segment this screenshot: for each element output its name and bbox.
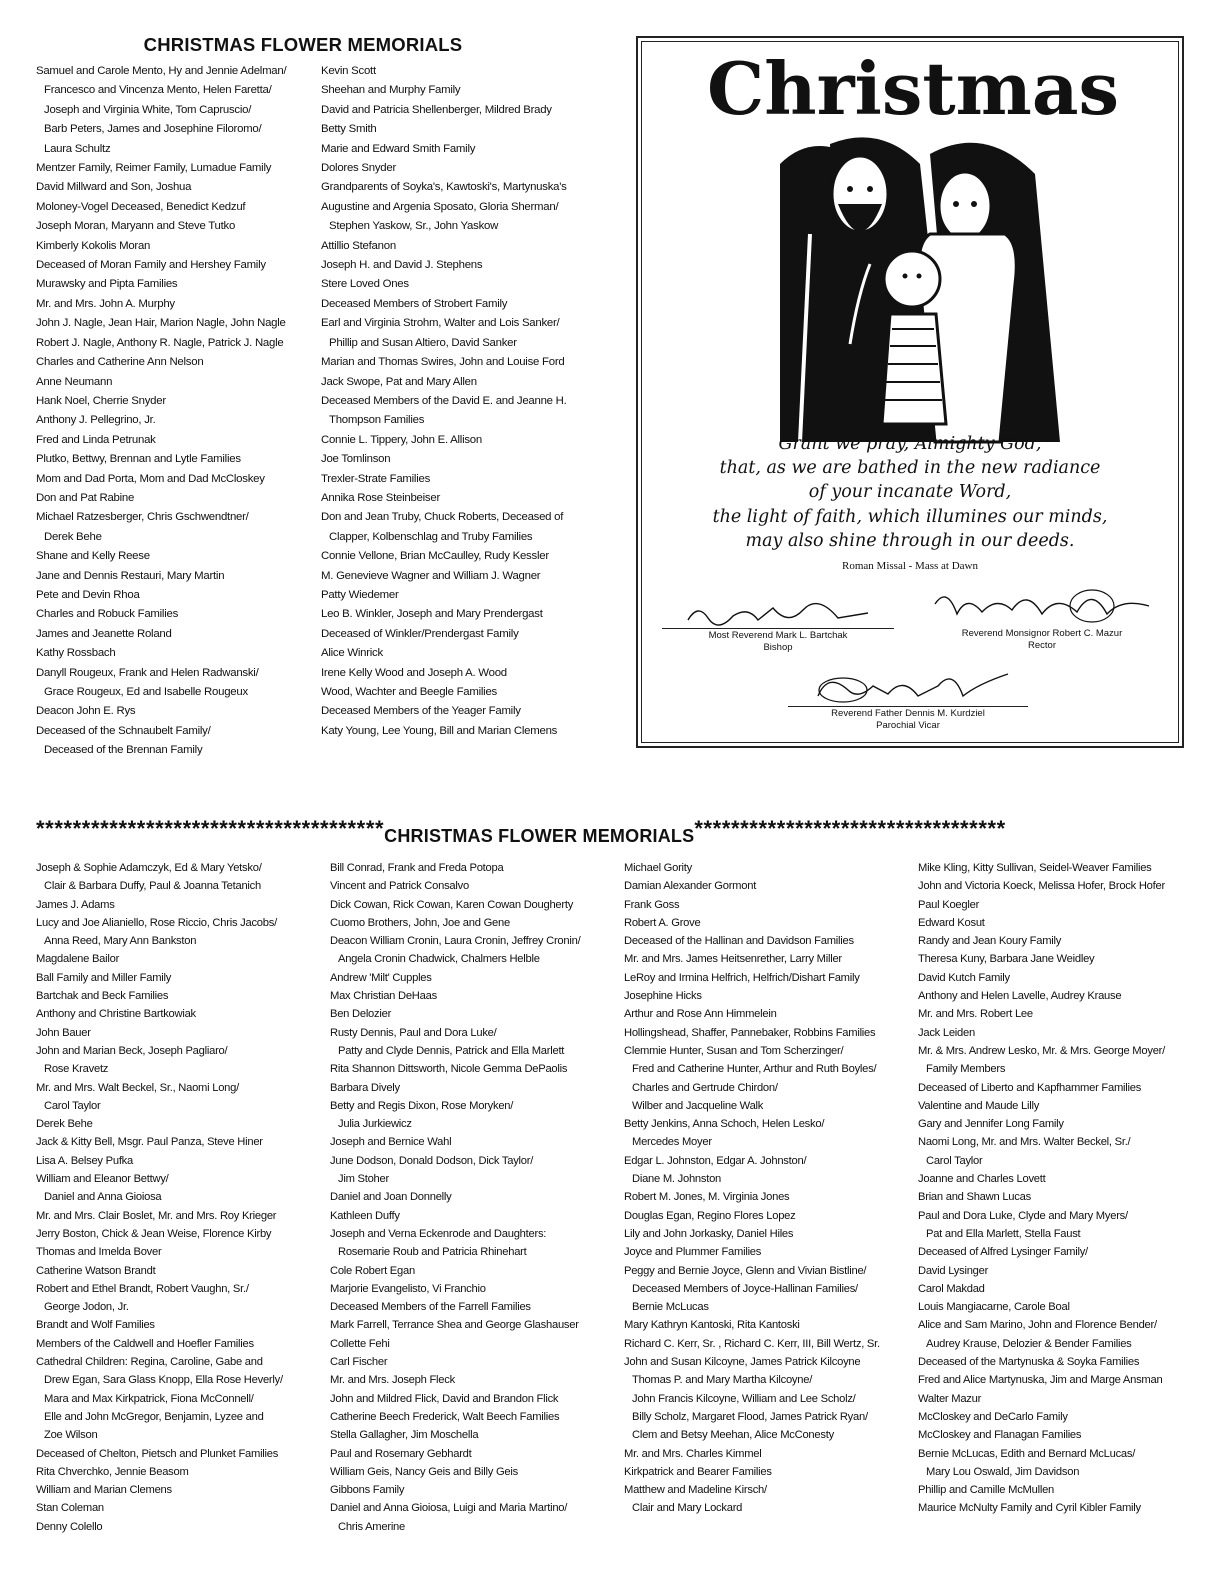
memorial-entry: Valentine and Maude Lilly bbox=[918, 1099, 1040, 1112]
memorial-entry: Mr. and Mrs. John A. Murphy bbox=[36, 297, 175, 310]
signature-name: Most Reverend Mark L. Bartchak bbox=[708, 630, 848, 641]
memorial-entry: Carol Makdad bbox=[918, 1282, 985, 1295]
memorial-entry: Phillip and Camille McMullen bbox=[918, 1484, 1055, 1497]
memorial-entry: Anne Neumann bbox=[36, 375, 113, 388]
memorial-entry: Thomas and Imelda Bover bbox=[36, 1246, 162, 1259]
memorial-entry: Joanne and Charles Lovett bbox=[918, 1173, 1046, 1186]
memorial-entry: Vincent and Patrick Consalvo bbox=[330, 880, 469, 893]
memorial-entry: Kathleen Duffy bbox=[330, 1209, 400, 1222]
memorial-entry: Deceased of Chelton, Pietsch and Plunket Families bbox=[36, 1447, 279, 1460]
memorial-entry: William Geis, Nancy Geis and Billy Geis bbox=[330, 1465, 518, 1478]
memorial-entry: Angela Cronin Chadwick, Chalmers Helble bbox=[338, 953, 540, 966]
memorial-entry: Zoe Wilson bbox=[44, 1429, 98, 1442]
memorial-entry: Stephen Yaskow, Sr., John Yaskow bbox=[329, 220, 499, 233]
memorial-entry: Robert M. Jones, M. Virginia Jones bbox=[624, 1191, 790, 1204]
memorial-entry: Mr. & Mrs. Andrew Lesko, Mr. & Mrs. George Moyer/ bbox=[918, 1044, 1165, 1057]
memorial-entry: Dolores Snyder bbox=[321, 162, 397, 175]
memorial-entry: Damian Alexander Gormont bbox=[624, 880, 757, 893]
memorial-entry: Daniel and Joan Donnelly bbox=[330, 1191, 452, 1204]
memorial-entry: Theresa Kuny, Barbara Jane Weidley bbox=[918, 953, 1095, 966]
memorial-entry: Samuel and Carole Mento, Hy and Jennie Adelman/ bbox=[36, 65, 287, 77]
memorial-entry: Jack Swope, Pat and Mary Allen bbox=[321, 375, 477, 388]
memorial-entry: Anthony and Christine Bartkowiak bbox=[36, 1008, 196, 1021]
memorial-entry: Hollingshead, Shaffer, Pannebaker, Robbins Families bbox=[624, 1026, 876, 1039]
memorial-entry: Marjorie Evangelisto, Vi Franchio bbox=[330, 1282, 486, 1295]
memorial-entry: Deceased of Alfred Lysinger Family/ bbox=[918, 1246, 1088, 1259]
memorial-entry: Deceased of the Schnaubelt Family/ bbox=[36, 724, 211, 737]
memorial-entry: Dick Cowan, Rick Cowan, Karen Cowan Dougherty bbox=[330, 898, 574, 911]
signature-name: Reverend Monsignor Robert C. Mazur bbox=[961, 628, 1123, 639]
memorial-entry: Cuomo Brothers, John, Joe and Gene bbox=[330, 916, 510, 929]
memorial-entry: Magdalene Bailor bbox=[36, 953, 120, 966]
memorial-entry: Deceased of the Brennan Family bbox=[44, 744, 203, 757]
memorial-entry: Jerry Boston, Chick & Jean Weise, Florence Kirby bbox=[36, 1227, 272, 1240]
signature-title: Rector bbox=[1028, 640, 1056, 651]
memorial-entry: Deceased Members of Strobert Family bbox=[321, 297, 508, 310]
memorial-entry: Mary Lou Oswald, Jim Davidson bbox=[926, 1465, 1080, 1478]
memorial-entry: Phillip and Susan Altiero, David Sanker bbox=[329, 336, 517, 349]
signature-title: Parochial Vicar bbox=[876, 720, 940, 731]
memorial-entry: Hank Noel, Cherrie Snyder bbox=[36, 394, 166, 407]
memorial-entry: Elle and John McGregor, Benjamin, Lyzee and bbox=[44, 1410, 264, 1423]
memorial-entry: John J. Nagle, Jean Hair, Marion Nagle, John Nagle bbox=[36, 317, 286, 330]
memorial-entry: Anna Reed, Mary Ann Bankston bbox=[44, 935, 197, 948]
memorial-entry: Family Members bbox=[926, 1063, 1006, 1076]
memorial-entry: Bernie McLucas, Edith and Bernard McLucas/ bbox=[918, 1447, 1136, 1460]
memorial-entry: Deacon William Cronin, Laura Cronin, Jeffrey Cronin/ bbox=[330, 935, 581, 948]
memorial-entry: Grace Rougeux, Ed and Isabelle Rougeux bbox=[44, 686, 248, 698]
bottom-memorial-column-2 bbox=[330, 859, 580, 1536]
memorial-entry: Rusty Dennis, Paul and Dora Luke/ bbox=[330, 1026, 497, 1039]
memorial-entry: Mercedes Moyer bbox=[632, 1136, 712, 1149]
memorial-entry: David Millward and Son, Joshua bbox=[36, 181, 192, 194]
signature-vicar bbox=[788, 666, 1028, 732]
memorial-entry: Kirkpatrick and Bearer Families bbox=[624, 1465, 772, 1478]
memorial-entry: Josephine Hicks bbox=[624, 990, 702, 1003]
bottom-section-banner bbox=[36, 816, 1186, 848]
memorial-entry: Carl Fischer bbox=[330, 1356, 388, 1369]
memorial-entry: Deceased of Winkler/Prendergast Family bbox=[321, 627, 519, 640]
memorial-entry: Trexler-Strate Families bbox=[321, 472, 431, 485]
prayer-line: Grant we pray, Almighty God, bbox=[778, 434, 1042, 454]
memorial-entry: Betty Jenkins, Anna Schoch, Helen Lesko/ bbox=[624, 1118, 825, 1131]
memorial-entry: Katy Young, Lee Young, Bill and Marian Clemens bbox=[321, 724, 558, 737]
memorial-entry: Lily and John Jorkasky, Daniel Hiles bbox=[624, 1227, 794, 1240]
memorial-entry: Francesco and Vincenza Mento, Helen Faretta/ bbox=[44, 84, 272, 97]
memorial-entry: Collette Fehi bbox=[330, 1337, 390, 1350]
memorial-entry: Murawsky and Pipta Families bbox=[36, 278, 178, 291]
memorial-entry: Joe Tomlinson bbox=[321, 453, 391, 466]
christmas-card bbox=[636, 36, 1184, 748]
memorial-entry: John and Victoria Koeck, Melissa Hofer, Brock Hofer bbox=[918, 880, 1165, 893]
memorial-entry: McCloskey and DeCarlo Family bbox=[918, 1410, 1068, 1423]
memorial-entry: Lucy and Joe Alianiello, Rose Riccio, Chris Jacobs/ bbox=[36, 916, 277, 929]
memorial-entry: Fred and Alice Martynuska, Jim and Marge Ansman bbox=[918, 1374, 1163, 1387]
christmas-heading bbox=[706, 46, 1120, 136]
memorial-entry: David Lysinger bbox=[918, 1264, 989, 1277]
memorial-entry: Stere Loved Ones bbox=[321, 278, 409, 291]
memorial-entry: Rita Shannon Dittsworth, Nicole Gemma DePaolis bbox=[330, 1063, 568, 1076]
memorial-entry: Peggy and Bernie Joyce, Glenn and Vivian Bistline/ bbox=[624, 1264, 867, 1277]
memorial-entry: Fred and Catherine Hunter, Arthur and Ruth Boyles/ bbox=[632, 1063, 877, 1076]
memorial-entry: William and Marian Clemens bbox=[36, 1484, 172, 1497]
memorial-entry: Paul and Rosemary Gebhardt bbox=[330, 1447, 472, 1460]
memorial-entry: Pat and Ella Marlett, Stella Faust bbox=[926, 1227, 1081, 1240]
memorial-entry: Sheehan and Murphy Family bbox=[321, 84, 461, 97]
memorial-entry: Thomas P. and Mary Martha Kilcoyne/ bbox=[632, 1374, 813, 1387]
memorial-entry: Irene Kelly Wood and Joseph A. Wood bbox=[321, 666, 507, 679]
prayer-line: of your incanate Word, bbox=[808, 482, 1012, 503]
memorial-entry: Ball Family and Miller Family bbox=[36, 971, 172, 984]
top-memorial-column-1 bbox=[36, 62, 286, 761]
top-section-title: CHRISTMAS FLOWER MEMORIALS bbox=[143, 34, 463, 55]
memorial-entry: Pete and Devin Rhoa bbox=[36, 588, 140, 601]
memorial-entry: Rose Kravetz bbox=[44, 1063, 109, 1076]
signature-rector bbox=[922, 584, 1162, 652]
memorial-entry: Bernie McLucas bbox=[632, 1301, 709, 1314]
memorial-entry: Michael Ratzesberger, Chris Gschwendtner/ bbox=[36, 511, 249, 524]
memorial-entry: Deceased Members of the Yeager Family bbox=[321, 705, 521, 718]
memorial-entry: Deceased Members of Joyce-Hallinan Families/ bbox=[632, 1282, 858, 1295]
memorial-entry: Leo B. Winkler, Joseph and Mary Prendergast bbox=[321, 608, 543, 621]
memorial-entry: Robert J. Nagle, Anthony R. Nagle, Patrick J. Nagle bbox=[36, 336, 284, 349]
memorial-entry: Gary and Jennifer Long Family bbox=[918, 1118, 1064, 1131]
memorial-entry: Diane M. Johnston bbox=[632, 1173, 722, 1186]
handwritten-signature-icon bbox=[678, 598, 878, 628]
memorial-entry: Chris Amerine bbox=[338, 1520, 406, 1533]
memorial-entry: Jim Stoher bbox=[338, 1173, 389, 1186]
memorial-entry: Connie L. Tippery, John E. Allison bbox=[321, 433, 482, 446]
memorial-entry: Mr. and Mrs. James Heitsenrether, Larry Miller bbox=[624, 953, 842, 966]
memorial-entry: Catherine Watson Brandt bbox=[36, 1264, 156, 1277]
memorial-entry: Deceased of Liberto and Kapfhammer Families bbox=[918, 1081, 1142, 1094]
memorial-entry: Mara and Max Kirkpatrick, Fiona McConnell/ bbox=[44, 1392, 254, 1405]
memorial-entry: LeRoy and Irmina Helfrich, Helfrich/Dishart Family bbox=[624, 971, 860, 984]
memorial-entry: John and Mildred Flick, David and Brandon Flick bbox=[330, 1392, 559, 1405]
memorial-entry: Alice Winrick bbox=[321, 647, 383, 660]
memorial-entry: Edgar L. Johnston, Edgar A. Johnston/ bbox=[624, 1154, 807, 1167]
signature-title: Bishop bbox=[763, 642, 793, 653]
memorial-entry: Deceased of the Martynuska & Soyka Families bbox=[918, 1356, 1140, 1369]
memorial-entry: McCloskey and Flanagan Families bbox=[918, 1429, 1082, 1442]
memorial-entry: Clemmie Hunter, Susan and Tom Scherzinger/ bbox=[624, 1044, 844, 1057]
memorial-entry: Kathy Rossbach bbox=[36, 647, 116, 660]
memorial-entry: Richard C. Kerr, Sr. , Richard C. Kerr, III, Bill Wertz, Sr. bbox=[624, 1337, 880, 1350]
memorial-entry: Charles and Catherine Ann Nelson bbox=[36, 356, 204, 369]
memorial-entry: Paul Koegler bbox=[918, 898, 980, 911]
memorial-entry: Danyll Rougeux, Frank and Helen Radwanski/ bbox=[36, 666, 259, 679]
memorial-entry: Joseph and Bernice Wahl bbox=[330, 1136, 452, 1149]
memorial-entry: Clair and Mary Lockard bbox=[632, 1502, 743, 1515]
memorial-entry: Naomi Long, Mr. and Mrs. Walter Beckel, Sr./ bbox=[918, 1136, 1131, 1149]
memorial-entry: Mike Kling, Kitty Sullivan, Seidel-Weaver Families bbox=[918, 862, 1152, 874]
memorial-entry: Laura Schultz bbox=[44, 142, 111, 155]
memorial-entry: Daniel and Anna Gioiosa bbox=[44, 1191, 162, 1204]
memorial-entry: Mom and Dad Porta, Mom and Dad McCloskey bbox=[36, 472, 265, 485]
memorial-entry: Randy and Jean Koury Family bbox=[918, 935, 1062, 948]
memorial-entry: Members of the Caldwell and Hoefler Families bbox=[36, 1337, 254, 1350]
memorial-entry: Douglas Egan, Regino Flores Lopez bbox=[624, 1209, 796, 1222]
memorial-entry: Mr. and Mrs. Robert Lee bbox=[918, 1008, 1033, 1021]
memorial-entry: Patty Wiedemer bbox=[321, 588, 399, 601]
memorial-entry: Mr. and Mrs. Walt Beckel, Sr., Naomi Long/ bbox=[36, 1081, 239, 1094]
memorial-entry: Deacon John E. Rys bbox=[36, 705, 136, 718]
memorial-entry: Don and Jean Truby, Chuck Roberts, Deceased of bbox=[321, 511, 564, 524]
memorial-entry: Stan Coleman bbox=[36, 1502, 104, 1515]
prayer-source: Roman Missal - Mass at Dawn bbox=[842, 560, 978, 572]
memorial-entry: Billy Scholz, Margaret Flood, James Patrick Ryan/ bbox=[632, 1410, 868, 1423]
memorial-entry: Mr. and Mrs. Joseph Fleck bbox=[330, 1374, 455, 1387]
memorial-entry: George Jodon, Jr. bbox=[44, 1301, 129, 1314]
memorial-entry: Patty and Clyde Dennis, Patrick and Ella Marlett bbox=[338, 1044, 565, 1057]
handwritten-signature-icon bbox=[927, 584, 1157, 628]
prayer-line: that, as we are bathed in the new radiance bbox=[719, 458, 1101, 479]
memorial-entry: Catherine Beech Frederick, Walt Beech Families bbox=[330, 1410, 560, 1423]
memorial-entry: Deceased of the Hallinan and Davidson Families bbox=[624, 935, 854, 948]
signature-bishop bbox=[662, 598, 894, 654]
memorial-entry: Deceased Members of the Farrell Families bbox=[330, 1301, 531, 1314]
memorial-entry: David and Patricia Shellenberger, Mildred Brady bbox=[321, 103, 552, 116]
memorial-entry: James J. Adams bbox=[36, 898, 115, 911]
memorial-entry: Fred and Linda Petrunak bbox=[36, 433, 156, 446]
memorial-entry: Charles and Gertrude Chirdon/ bbox=[632, 1081, 778, 1094]
memorial-entry: Joseph Moran, Maryann and Steve Tutko bbox=[36, 220, 236, 233]
prayer-line: may also shine through in our deeds. bbox=[745, 530, 1075, 551]
memorial-entry: Mentzer Family, Reimer Family, Lumadue Family bbox=[36, 162, 272, 175]
memorial-entry: Wood, Wachter and Beegle Families bbox=[321, 686, 497, 698]
memorial-entry: Clapper, Kolbenschlag and Truby Families bbox=[329, 530, 533, 543]
memorial-entry: Paul and Dora Luke, Clyde and Mary Myers/ bbox=[918, 1209, 1128, 1222]
memorial-entry: Joyce and Plummer Families bbox=[624, 1246, 762, 1259]
bottom-memorial-column-1 bbox=[36, 859, 283, 1536]
memorial-entry: Joseph H. and David J. Stephens bbox=[321, 259, 483, 272]
memorial-entry: Walter Mazur bbox=[918, 1392, 982, 1405]
memorial-entry: Earl and Virginia Strohm, Walter and Lois Sanker/ bbox=[321, 317, 560, 330]
memorial-entry: Rita Chverchko, Jennie Beasom bbox=[36, 1465, 189, 1478]
memorial-entry: Jane and Dennis Restauri, Mary Martin bbox=[36, 569, 225, 582]
memorial-entry: Anthony and Helen Lavelle, Audrey Krause bbox=[918, 990, 1122, 1003]
memorial-entry: Deceased Members of the David E. and Jeanne H. bbox=[321, 394, 567, 407]
memorial-entry: Carol Taylor bbox=[44, 1099, 101, 1112]
memorial-entry: Cole Robert Egan bbox=[330, 1264, 415, 1277]
memorial-entry: Deceased of Moran Family and Hershey Family bbox=[36, 259, 266, 272]
memorial-entry: James and Jeanette Roland bbox=[36, 627, 172, 640]
handwritten-signature-icon bbox=[798, 666, 1018, 706]
prayer-text bbox=[638, 432, 1182, 553]
banner-stars-left: ************************************** bbox=[36, 816, 385, 841]
memorial-entry: Arthur and Rose Ann Himmelein bbox=[624, 1008, 777, 1021]
memorial-entry: Joseph and Verna Eckenrode and Daughters: bbox=[330, 1227, 547, 1240]
memorial-entry: Clair & Barbara Duffy, Paul & Joanna Tetanich bbox=[44, 880, 261, 893]
memorial-entry: M. Genevieve Wagner and William J. Wagner bbox=[321, 569, 541, 582]
memorial-entry: Attillio Stefanon bbox=[321, 239, 396, 252]
memorial-entry: Frank Goss bbox=[624, 898, 680, 911]
memorial-entry: Thompson Families bbox=[329, 414, 425, 427]
memorial-entry: John Francis Kilcoyne, William and Lee Scholz/ bbox=[632, 1392, 856, 1405]
memorial-entry: Denny Colello bbox=[36, 1520, 103, 1533]
memorial-entry: Louis Mangiacarne, Carole Boal bbox=[918, 1301, 1070, 1314]
memorial-entry: Stella Gallagher, Jim Moschella bbox=[330, 1429, 479, 1442]
memorial-entry: Joseph and Virginia White, Tom Capruscio/ bbox=[44, 103, 252, 116]
memorial-entry: June Dodson, Donald Dodson, Dick Taylor/ bbox=[330, 1154, 534, 1167]
memorial-entry: Barb Peters, James and Josephine Filoromo/ bbox=[44, 123, 262, 136]
holy-family-illustration bbox=[770, 124, 1060, 442]
memorial-entry: Derek Behe bbox=[44, 530, 102, 543]
memorial-entry: Moloney-Vogel Deceased, Benedict Kedzuf bbox=[36, 200, 246, 213]
memorial-entry: Robert and Ethel Brandt, Robert Vaughn, Sr./ bbox=[36, 1282, 249, 1295]
memorial-entry: John Bauer bbox=[36, 1026, 91, 1039]
memorial-entry: Jack Leiden bbox=[918, 1026, 975, 1039]
memorial-entry: Max Christian DeHaas bbox=[330, 990, 437, 1003]
memorial-entry: Anthony J. Pellegrino, Jr. bbox=[36, 414, 156, 427]
prayer-line: the light of faith, which illumines our minds, bbox=[712, 506, 1108, 527]
memorial-entry: Brandt and Wolf Families bbox=[36, 1319, 155, 1332]
memorial-entry: Bartchak and Beck Families bbox=[36, 990, 169, 1003]
banner-stars-right: ********************************** bbox=[694, 816, 1006, 841]
memorial-entry: Bill Conrad, Frank and Freda Potopa bbox=[330, 862, 504, 874]
memorial-entry: Mr. and Mrs. Clair Boslet, Mr. and Mrs. Roy Krieger bbox=[36, 1209, 277, 1222]
bottom-memorial-column-3 bbox=[624, 859, 880, 1518]
christmas-heading-text: Christmas bbox=[706, 46, 1120, 131]
memorial-entry: John and Susan Kilcoyne, James Patrick Kilcoyne bbox=[624, 1356, 861, 1369]
memorial-entry: Betty and Regis Dixon, Rose Moryken/ bbox=[330, 1099, 514, 1112]
memorial-entry: Wilber and Jacqueline Walk bbox=[632, 1099, 764, 1112]
memorial-entry: Michael Gority bbox=[624, 862, 692, 874]
memorial-entry: Carol Taylor bbox=[926, 1154, 983, 1167]
memorial-entry: Charles and Robuck Families bbox=[36, 608, 179, 621]
memorial-entry: Kevin Scott bbox=[321, 65, 376, 77]
top-memorial-column-2 bbox=[321, 62, 567, 741]
memorial-entry: Plutko, Bettwy, Brennan and Lytle Families bbox=[36, 453, 241, 466]
memorial-entry: Edward Kosut bbox=[918, 916, 985, 929]
memorial-entry: Matthew and Madeline Kirsch/ bbox=[624, 1484, 767, 1497]
memorial-entry: Kimberly Kokolis Moran bbox=[36, 239, 151, 252]
memorial-entry: Derek Behe bbox=[36, 1118, 93, 1131]
memorial-entry: Mr. and Mrs. Charles Kimmel bbox=[624, 1447, 762, 1460]
memorial-entry: David Kutch Family bbox=[918, 971, 1010, 984]
bottom-section-title: CHRISTMAS FLOWER MEMORIALS bbox=[384, 826, 695, 846]
memorial-entry: Andrew 'Milt' Cupples bbox=[330, 971, 432, 984]
memorial-entry: Brian and Shawn Lucas bbox=[918, 1191, 1031, 1204]
memorial-entry: Audrey Krause, Delozier & Bender Families bbox=[926, 1337, 1132, 1350]
memorial-entry: Marie and Edward Smith Family bbox=[321, 142, 476, 155]
memorial-entry: Alice and Sam Marino, John and Florence Bender/ bbox=[918, 1319, 1157, 1332]
memorial-entry: Augustine and Argenia Sposato, Gloria Sherman/ bbox=[321, 200, 559, 213]
memorial-entry: Ben Delozier bbox=[330, 1008, 392, 1021]
memorial-entry: Gibbons Family bbox=[330, 1484, 405, 1497]
memorial-entry: Barbara Dively bbox=[330, 1081, 400, 1094]
memorial-entry: Don and Pat Rabine bbox=[36, 491, 135, 504]
memorial-entry: Cathedral Children: Regina, Caroline, Gabe and bbox=[36, 1356, 263, 1369]
memorial-entry: John and Marian Beck, Joseph Pagliaro/ bbox=[36, 1044, 228, 1057]
memorial-entry: Robert A. Grove bbox=[624, 916, 701, 929]
memorial-entry: Drew Egan, Sara Glass Knopp, Ella Rose Heverly/ bbox=[44, 1374, 283, 1387]
memorial-entry: Daniel and Anna Gioiosa, Luigi and Maria Martino/ bbox=[330, 1502, 568, 1515]
memorial-entry: Jack & Kitty Bell, Msgr. Paul Panza, Steve Hiner bbox=[36, 1136, 263, 1149]
memorial-entry: Clem and Betsy Meehan, Alice McConesty bbox=[632, 1429, 834, 1442]
memorial-entry: Grandparents of Soyka's, Kawtoski's, Martynuska's bbox=[321, 181, 567, 194]
signature-name: Reverend Father Dennis M. Kurdziel bbox=[831, 708, 985, 719]
memorial-entry: Shane and Kelly Reese bbox=[36, 550, 150, 563]
memorial-entry: Maurice McNulty Family and Cyril Kibler Family bbox=[918, 1502, 1141, 1515]
memorial-entry: Julia Jurkiewicz bbox=[338, 1118, 412, 1131]
memorial-entry: Rosemarie Roub and Patricia Rhinehart bbox=[338, 1246, 527, 1259]
memorial-entry: Annika Rose Steinbeiser bbox=[321, 491, 440, 504]
bottom-memorial-column-4 bbox=[918, 859, 1165, 1518]
memorial-entry: Lisa A. Belsey Pufka bbox=[36, 1154, 133, 1167]
memorial-entry: Mark Farrell, Terrance Shea and George Glashauser bbox=[330, 1319, 579, 1332]
memorial-entry: William and Eleanor Bettwy/ bbox=[36, 1173, 169, 1186]
memorial-entry: Joseph & Sophie Adamczyk, Ed & Mary Yetsko/ bbox=[36, 862, 262, 874]
memorial-entry: Mary Kathryn Kantoski, Rita Kantoski bbox=[624, 1319, 800, 1332]
memorial-entry: Marian and Thomas Swires, John and Louise Ford bbox=[321, 356, 565, 369]
memorial-entry: Betty Smith bbox=[321, 123, 377, 136]
memorial-entry: Connie Vellone, Brian McCaulley, Rudy Kessler bbox=[321, 550, 549, 563]
